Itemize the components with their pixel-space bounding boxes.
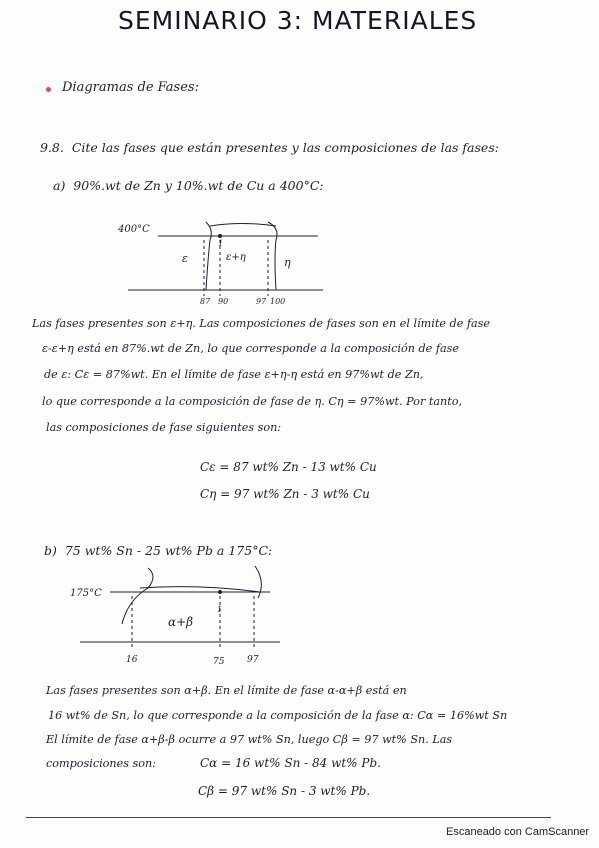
point-label-a: 1 [218, 239, 224, 248]
answer-a-line: lo que corresponde a la composición de fase de η. Cη = 97%wt. Por tanto, [42, 395, 463, 408]
question-9-8 [40, 140, 499, 155]
phase-label-eps-eta: ε+η [226, 252, 246, 263]
tick-100: 100 [270, 297, 286, 306]
part-b-label: b) [44, 543, 57, 558]
temp-label-a: 400°C [118, 224, 150, 235]
answer-b-line: El límite de fase α+β-β ocurre a 97 wt% Sn, luego Cβ = 97 wt% Sn. Las [46, 733, 453, 746]
phase-boundary-left-b [122, 568, 153, 624]
equation-c-beta: Cβ = 97 wt% Sn - 3 wt% Pb. [198, 784, 371, 798]
part-a-label: a) [53, 178, 66, 193]
tick-97: 97 [256, 297, 267, 306]
phase-boundary-right-a [268, 222, 277, 290]
point-marker-a [218, 234, 222, 238]
part-b-text: 75 wt% Sn - 25 wt% Pb a 175°C: [64, 543, 273, 558]
equation-c-alpha: Cα = 16 wt% Sn - 84 wt% Pb. [200, 756, 381, 770]
part-a-text: 90%.wt de Zn y 10%.wt de Cu a 400°C: [73, 178, 324, 193]
phase-label-eps: ε [182, 252, 188, 265]
page-bottom-divider [26, 817, 551, 818]
phase-boundary-top-a [210, 224, 276, 227]
page-title: SEMINARIO 3: MATERIALES [118, 6, 478, 35]
phase-boundary-right-b [255, 566, 261, 598]
equation-c-eta: Cη = 97 wt% Zn - 3 wt% Cu [200, 487, 370, 501]
question-part-a [53, 178, 324, 193]
equation-c-eps: Cε = 87 wt% Zn - 13 wt% Cu [200, 460, 377, 474]
tick-90: 90 [218, 297, 229, 306]
tick-97b: 97 [247, 655, 259, 665]
tick-75: 75 [213, 657, 225, 667]
phase-diagram-a [118, 218, 328, 310]
answer-b-line: 16 wt% de Sn, lo que corresponde a la composición de la fase α: Cα = 16%wt Sn [48, 709, 508, 722]
answer-a-line: Las fases presentes son ε+η. Las composiciones de fases son en el límite de fase [32, 317, 491, 330]
answer-b-line: composiciones son: [46, 757, 156, 770]
answer-a-line: las composiciones de fase siguientes son: [46, 421, 282, 434]
question-part-b [44, 543, 272, 558]
section-heading: Diagramas de Fases: [62, 80, 199, 95]
phase-label-eta: η [284, 256, 291, 269]
phase-label-alpha-beta: α+β [168, 615, 194, 629]
temp-label-b: 175°C [70, 588, 102, 599]
scanner-watermark: Escaneado con CamScanner [446, 826, 590, 838]
phase-boundary-top-b [140, 587, 260, 592]
phase-diagram-b [70, 566, 290, 670]
answer-a-line: ε-ε+η está en 87%.wt de Zn, lo que corresponde a la composición de fase [42, 342, 459, 355]
answer-b-line: Las fases presentes son α+β. En el límite de fase α-α+β está en [46, 684, 407, 697]
phase-boundary-left-a [206, 222, 211, 290]
tick-87: 87 [200, 297, 211, 306]
point-marker-b [218, 590, 222, 594]
question-prompt: Cite las fases que están presentes y las composiciones de las fases: [71, 140, 499, 155]
point-label-b: 1 [217, 605, 223, 614]
question-number: 9.8. [40, 140, 64, 155]
bullet-dot-icon [46, 87, 51, 92]
answer-a-line: de ε: Cε = 87%wt. En el límite de fase ε+η-η está en 97%wt de Zn, [44, 368, 424, 381]
tick-16: 16 [126, 655, 138, 665]
